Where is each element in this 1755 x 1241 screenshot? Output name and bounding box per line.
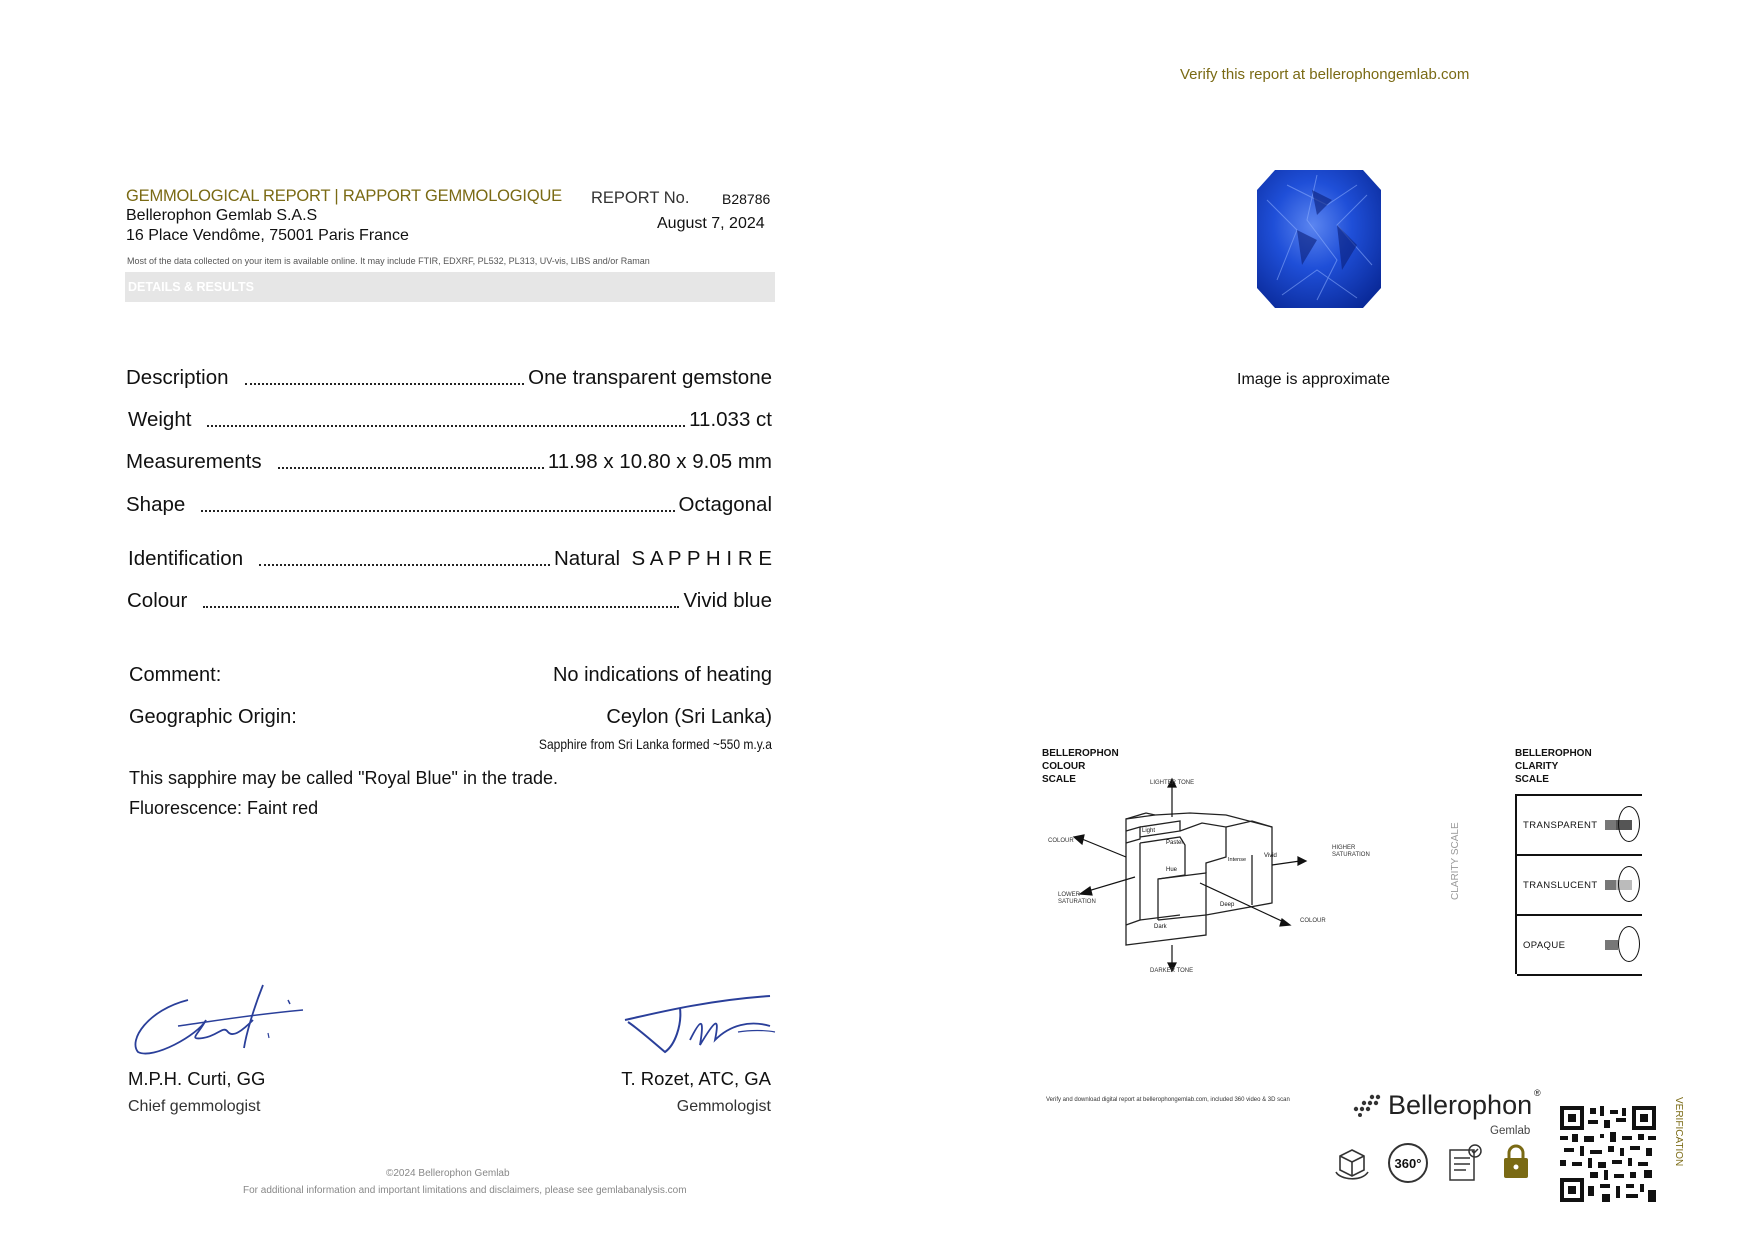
detail-label: Weight (128, 408, 192, 431)
verification-label: VERIFICATION (1673, 1097, 1684, 1167)
cell-light: Light (1142, 828, 1156, 834)
detail-value: One transparent gemstone (528, 366, 772, 389)
detail-row-colour (127, 587, 772, 613)
detail-value: Octagonal (678, 493, 772, 516)
clarity-level-transparent: TRANSPARENT (1517, 794, 1642, 854)
report-no-label: REPORT No. (591, 189, 690, 207)
lighter-tone-label: LIGHTER TONE (1150, 780, 1195, 786)
disclaimer: For additional information and important limitations and disclaimers, please see gemlabanalysis.com (243, 1185, 687, 1196)
detail-row-shape (126, 491, 772, 517)
data-note: Most of the data collected on your item is available online. It may include FTIR, EDXRF, PL532, PL313, UV-vis, LIBS and/or Raman (127, 256, 650, 266)
report-no: B28786 (722, 191, 771, 207)
bellerophon-logo-icon (1350, 1093, 1384, 1117)
detail-label: Colour (127, 589, 188, 612)
detail-row-weight (128, 406, 772, 432)
cell-deep: Deep (1220, 902, 1235, 908)
lower-saturation-label: LOWER SATURATION (1058, 892, 1096, 905)
clarity-scale-title: BELLEROPHON CLARITY SCALE (1515, 748, 1592, 785)
cell-hue: Hue (1166, 867, 1178, 873)
cell-vivid: Vivid (1264, 853, 1277, 859)
cell-intense: Intense (1228, 857, 1247, 863)
report-date: August 7, 2024 (657, 215, 765, 232)
origin-note: Sapphire from Sri Lanka formed ~550 m.y.a (538, 736, 772, 752)
signatory-role: Gemmologist (676, 1098, 771, 1115)
signatory-name: T. Rozet, ATC, GA (621, 1068, 771, 1089)
colour-scale-title: BELLEROPHON COLOUR SCALE (1042, 748, 1119, 785)
colour-label-b: COLOUR (1300, 918, 1326, 924)
signature-curti (128, 980, 308, 1060)
colour-label-a: COLOUR (1048, 838, 1074, 844)
bellerophon-logo: Bellerophon (1388, 1090, 1533, 1120)
detail-value: Vivid blue (683, 589, 772, 612)
comment-row (129, 664, 772, 687)
report-title: GEMMOLOGICAL REPORT | RAPPORT GEMMOLOGIQUE (126, 187, 562, 205)
detail-label: Description (126, 366, 229, 389)
verify-link[interactable]: Verify this report at bellerophongemlab.com (1180, 66, 1470, 83)
signature-rozet (620, 990, 780, 1060)
origin-row (129, 706, 772, 729)
darker-tone-label: DARKER TONE (1150, 968, 1194, 974)
trade-note: This sapphire may be called "Royal Blue" in the trade. (129, 768, 559, 788)
clarity-level-translucent: TRANSLUCENT (1517, 854, 1642, 914)
comment-value: No indications of heating (552, 664, 772, 686)
fluorescence: Fluorescence: Faint red (129, 798, 319, 818)
detail-label: Shape (126, 493, 186, 516)
360-video-icon[interactable]: 360° (1388, 1143, 1428, 1183)
cell-pastel: Pastel (1166, 840, 1183, 846)
clarity-axis-label: CLARITY SCALE (1450, 822, 1461, 900)
certificate-icon[interactable] (1444, 1142, 1484, 1182)
detail-value: 11.98 x 10.80 x 9.05 mm (547, 450, 772, 473)
detail-row-description (126, 364, 772, 390)
lock-icon (1500, 1142, 1532, 1182)
comment-label: Comment: (129, 664, 222, 686)
origin-label: Geographic Origin: (129, 706, 297, 728)
detail-value: 11.033 ct (689, 408, 772, 431)
colour-scale-diagram (1040, 775, 1320, 985)
qr-code[interactable] (1560, 1106, 1656, 1202)
detail-row-identification (128, 545, 772, 571)
3d-scan-icon[interactable] (1332, 1142, 1372, 1182)
origin-value: Ceylon (Sri Lanka) (606, 706, 772, 728)
section-label: DETAILS & RESULTS (128, 280, 254, 294)
signatory-role: Chief gemmologist (128, 1098, 261, 1115)
signatory-name: M.P.H. Curti, GG (128, 1068, 266, 1089)
clarity-scale (1515, 794, 1642, 974)
image-caption: Image is approximate (1237, 371, 1390, 388)
lab-name: Bellerophon Gemlab S.A.S (126, 207, 318, 224)
registered-mark: ® (1534, 1088, 1541, 1098)
digital-report-note: Verify and download digital report at bellerophongemlab.com, included 360 video & 3D scan (1046, 1097, 1290, 1103)
detail-label: Identification (128, 547, 244, 570)
detail-value: Natural S A P P H I R E (553, 547, 772, 570)
section-header (125, 272, 775, 302)
lab-address: 16 Place Vendôme, 75001 Paris France (126, 227, 409, 244)
copyright: ©2024 Bellerophon Gemlab (386, 1168, 510, 1179)
clarity-level-opaque: OPAQUE (1517, 914, 1642, 976)
detail-row-measurements (126, 448, 772, 474)
gemstone-image (1257, 170, 1381, 308)
higher-saturation-label: HIGHER SATURATION (1332, 845, 1370, 858)
detail-label: Measurements (126, 450, 262, 473)
cell-dark: Dark (1154, 924, 1167, 930)
logo-sub: Gemlab (1490, 1125, 1531, 1137)
